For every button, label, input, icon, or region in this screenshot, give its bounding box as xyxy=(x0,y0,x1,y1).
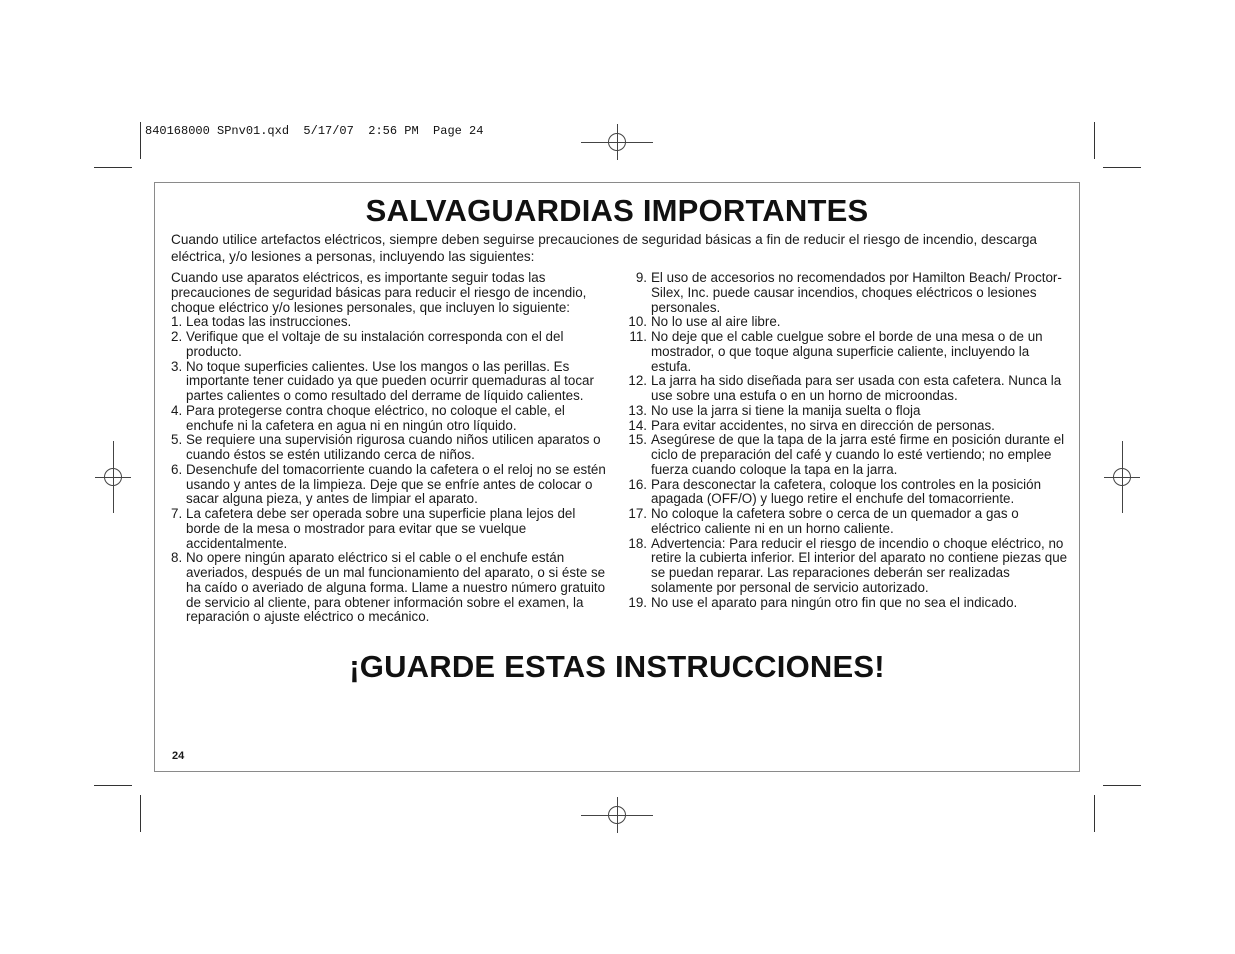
list-item xyxy=(627,596,1072,611)
registration-mark-bottom xyxy=(599,797,635,833)
item-text: No coloque la cafetera sobre o cerca de un quemador a gas o eléctrico caliente ni en un horno caliente. xyxy=(651,506,1019,536)
item-text: No lo use al aire libre. xyxy=(651,314,781,330)
item-text: Advertencia: Para reducir el riesgo de incendio o choque eléctrico, no retire la cubierta inferior. El interior del aparato no contiene piezas que se puedan reparar. Las reparaciones deberán ser realizadas solamente por personal de servicio autorizado. xyxy=(651,535,1068,595)
list-item xyxy=(627,315,1072,330)
crop-mark xyxy=(1094,795,1095,832)
list-item xyxy=(627,271,1072,315)
item-number: 13. xyxy=(628,402,647,418)
item-text: Para desconectar la cafetera, coloque los controles en la posición apagada (OFF/O) y luego retire el enchufe del tomacorriente. xyxy=(651,476,1042,507)
item-text: La cafetera debe ser operada sobre una superficie plana lejos del borde de la mesa o mostrador para evitar que se vuelque accidentalmente. xyxy=(186,506,576,551)
crop-mark xyxy=(1103,785,1141,786)
print-slug: 840168000 SPnv01.qxd 5/17/07 2:56 PM Page 24 xyxy=(145,124,484,138)
list-item xyxy=(627,419,1072,434)
item-number: 7. xyxy=(171,506,183,521)
item-number: 1. xyxy=(171,314,183,330)
item-text: Para evitar accidentes, no sirva en dirección de personas. xyxy=(651,417,995,433)
crop-mark xyxy=(1103,167,1141,168)
item-number: 11. xyxy=(629,329,647,344)
registration-mark-left xyxy=(95,459,131,495)
safety-list-left xyxy=(171,315,611,625)
list-item xyxy=(171,551,611,625)
safety-list-right xyxy=(627,271,1072,610)
item-text: No use el aparato para ningún otro fin que no sea el indicado. xyxy=(651,594,1018,610)
list-item xyxy=(627,374,1072,404)
item-number: 16. xyxy=(628,476,647,492)
list-item xyxy=(171,315,611,330)
item-number: 19. xyxy=(628,594,647,610)
list-item xyxy=(627,537,1072,596)
list-item xyxy=(171,330,611,360)
list-item xyxy=(627,507,1072,537)
page-number: 24 xyxy=(172,750,185,762)
list-item xyxy=(171,507,611,551)
item-text: Para protegerse contra choque eléctrico, no coloque el cable, el enchufe ni la cafetera en agua ni en ningún otro líquido. xyxy=(186,402,565,433)
crop-mark xyxy=(1094,122,1095,159)
item-text: No toque superficies calientes. Use los mangos o las perillas. Es importante tener cuidado ya que pueden ocurrir quemaduras al tocar partes calientes o como resultado del derrame de líquido calientes. xyxy=(186,358,594,403)
item-text: Verifique que el voltaje de su instalación corresponda con el del producto. xyxy=(186,329,564,359)
list-item xyxy=(171,463,611,507)
footer-title: ¡GUARDE ESTAS INSTRUCCIONES! xyxy=(349,649,885,684)
crop-mark xyxy=(94,167,132,168)
item-text: La jarra ha sido diseñada para ser usada con esta cafetera. Nunca la use sobre una estufa o en un horno de microondas. xyxy=(651,373,1062,403)
list-item xyxy=(627,330,1072,374)
item-text: No opere ningún aparato eléctrico si el cable o el enchufe están averiados, después de un mal funcionamiento del aparato, o si éste se ha caído o averiado de alguna forma. Llame a nuestro número gratuito de servicio al cliente, para obtener información sobre el examen, la reparación o ajuste eléctrico o mecánico. xyxy=(186,550,606,625)
item-number: 10. xyxy=(628,314,647,330)
item-number: 18. xyxy=(628,535,647,551)
item-text: Lea todas las instrucciones. xyxy=(186,314,352,330)
page-title: SALVAGUARDIAS IMPORTANTES xyxy=(365,193,869,228)
content-frame xyxy=(154,182,1080,772)
item-number: 8. xyxy=(171,550,183,566)
item-text: Desenchufe del tomacorriente cuando la cafetera o el reloj no se estén usando y antes de la limpieza. Deje que se enfríe antes de colocar o sacar alguna pieza, y antes de limpiar el aparato. xyxy=(186,461,606,507)
item-number: 5. xyxy=(171,432,183,448)
list-item xyxy=(171,404,611,434)
left-intro-paragraph: Cuando use aparatos eléctricos, es importante seguir todas las precauciones de seguridad básicas para reducir el riesgo de incendio, choque eléctrico y/o lesiones personales, que incluyen lo siguiente: xyxy=(171,270,587,315)
list-item xyxy=(627,433,1072,477)
item-number: 15. xyxy=(628,432,647,448)
list-item xyxy=(171,433,611,463)
registration-mark-right xyxy=(1104,459,1140,495)
item-number: 14. xyxy=(628,417,647,433)
crop-mark xyxy=(140,795,141,832)
item-text: El uso de accesorios no recomendados por Hamilton Beach/ Proctor-Silex, Inc. puede causar incendios, choques eléctricos o lesiones personales. xyxy=(651,270,1062,315)
item-number: 6. xyxy=(171,461,183,477)
item-text: Asegúrese de que la tapa de la jarra esté firme en posición durante el ciclo de preparación del café y cuando lo esté vertiendo; no emplee fuerza cuando coloque la tapa en la jarra. xyxy=(651,432,1065,477)
item-number: 12. xyxy=(628,373,647,389)
list-item xyxy=(171,360,611,404)
left-column xyxy=(171,271,611,625)
item-number: 3. xyxy=(171,358,183,374)
item-text: No use la jarra si tiene la manija suelta o floja xyxy=(651,402,921,418)
right-column xyxy=(627,271,1072,610)
item-text: No deje que el cable cuelgue sobre el borde de una mesa o de un mostrador, o que toque alguna superficie caliente, incluyendo la estufa. xyxy=(651,329,1043,374)
item-number: 4. xyxy=(171,402,183,418)
item-number: 17. xyxy=(628,506,647,521)
crop-mark xyxy=(94,785,132,786)
item-text: Se requiere una supervisión rigurosa cuando niños utilicen aparatos o cuando éstos se estén utilizando cerca de niños. xyxy=(186,432,601,462)
crop-mark xyxy=(140,122,141,159)
list-item xyxy=(627,404,1072,419)
list-item xyxy=(627,478,1072,508)
item-number: 9. xyxy=(635,270,647,285)
item-number: 2. xyxy=(171,329,183,344)
intro-paragraph: Cuando utilice artefactos eléctricos, siempre deben seguirse precauciones de seguridad básicas a fin de reducir el riesgo de incendio, descarga eléctrica, y/o lesiones a personas, incluyendo las siguientes: xyxy=(171,232,1037,264)
registration-mark-top xyxy=(599,124,635,160)
